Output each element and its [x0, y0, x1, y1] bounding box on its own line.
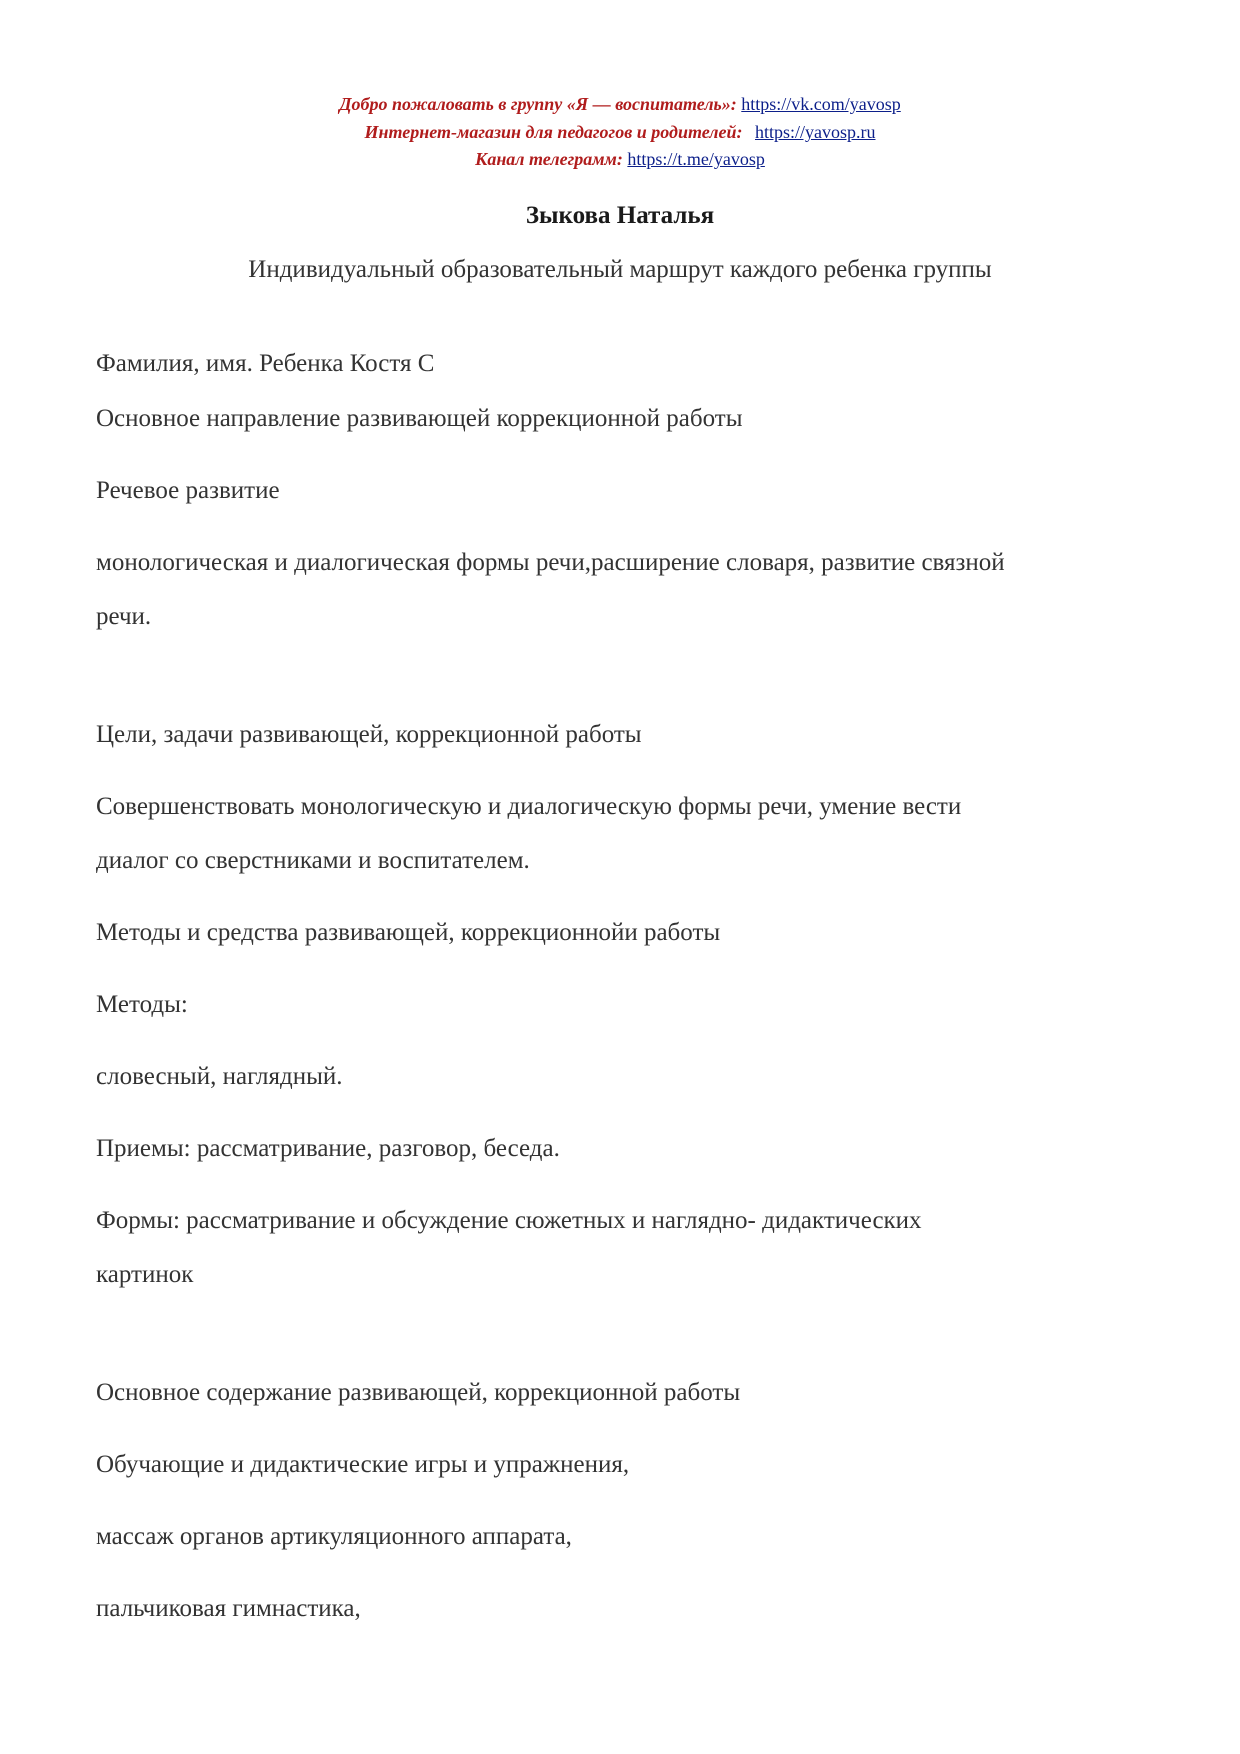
goals-heading: Цели, задачи развивающей, коррекционной работы	[96, 721, 642, 748]
forms-line-2: картинок	[96, 1261, 194, 1288]
promo-shop-label: Интернет-магазин для педагогов и родителей:	[364, 122, 743, 142]
promo-telegram-label: Канал телеграмм:	[475, 149, 623, 169]
telegram-link[interactable]: https://t.me/yavosp	[627, 149, 765, 169]
speech-forms-line-2: речи.	[96, 603, 152, 630]
vk-link[interactable]: https://vk.com/yavosp	[741, 94, 901, 114]
speech-forms-paragraph	[96, 536, 1166, 644]
speech-development-line: Речевое развитие	[96, 477, 280, 504]
promo-vk-label: Добро пожаловать в группу «Я — воспитатель»:	[339, 94, 737, 114]
goals-line-2: диалог со сверстниками и воспитателем.	[96, 847, 530, 874]
document-subtitle: Индивидуальный образовательный маршрут каждого ребенка группы	[248, 256, 992, 283]
goals-line-1: Совершенствовать монологическую и диалогическую формы речи, умение вести	[96, 793, 962, 820]
techniques-line: Приемы: рассматривание, разговор, беседа.	[96, 1135, 560, 1162]
forms-paragraph	[96, 1194, 1166, 1302]
promo-line-shop	[0, 121, 1240, 143]
speech-forms-line-1: монологическая и диалогическая формы речи,расширение словаря, развитие связной	[96, 549, 1005, 576]
shop-link[interactable]: https://yavosp.ru	[755, 122, 876, 142]
methods-heading: Методы и средства развивающей, коррекционнойи работы	[96, 919, 721, 946]
author-name: Зыкова Наталья	[525, 202, 715, 229]
goals-paragraph	[96, 780, 1166, 888]
content-line-2: массаж органов артикуляционного аппарата,	[96, 1523, 572, 1550]
promo-line-vk	[0, 93, 1240, 115]
promo-line-telegram	[0, 148, 1240, 170]
content-line-1: Обучающие и дидактические игры и упражнения,	[96, 1451, 630, 1478]
main-direction-line: Основное направление развивающей коррекционной работы	[96, 405, 743, 432]
content-line-3: пальчиковая гимнастика,	[96, 1595, 361, 1622]
forms-line-1: Формы: рассматривание и обсуждение сюжетных и наглядно- дидактических	[96, 1207, 922, 1234]
child-name-line: Фамилия, имя. Ребенка Костя С	[96, 350, 435, 377]
methods-list: словесный, наглядный.	[96, 1063, 343, 1090]
methods-label: Методы:	[96, 991, 188, 1018]
content-heading: Основное содержание развивающей, коррекционной работы	[96, 1379, 741, 1406]
